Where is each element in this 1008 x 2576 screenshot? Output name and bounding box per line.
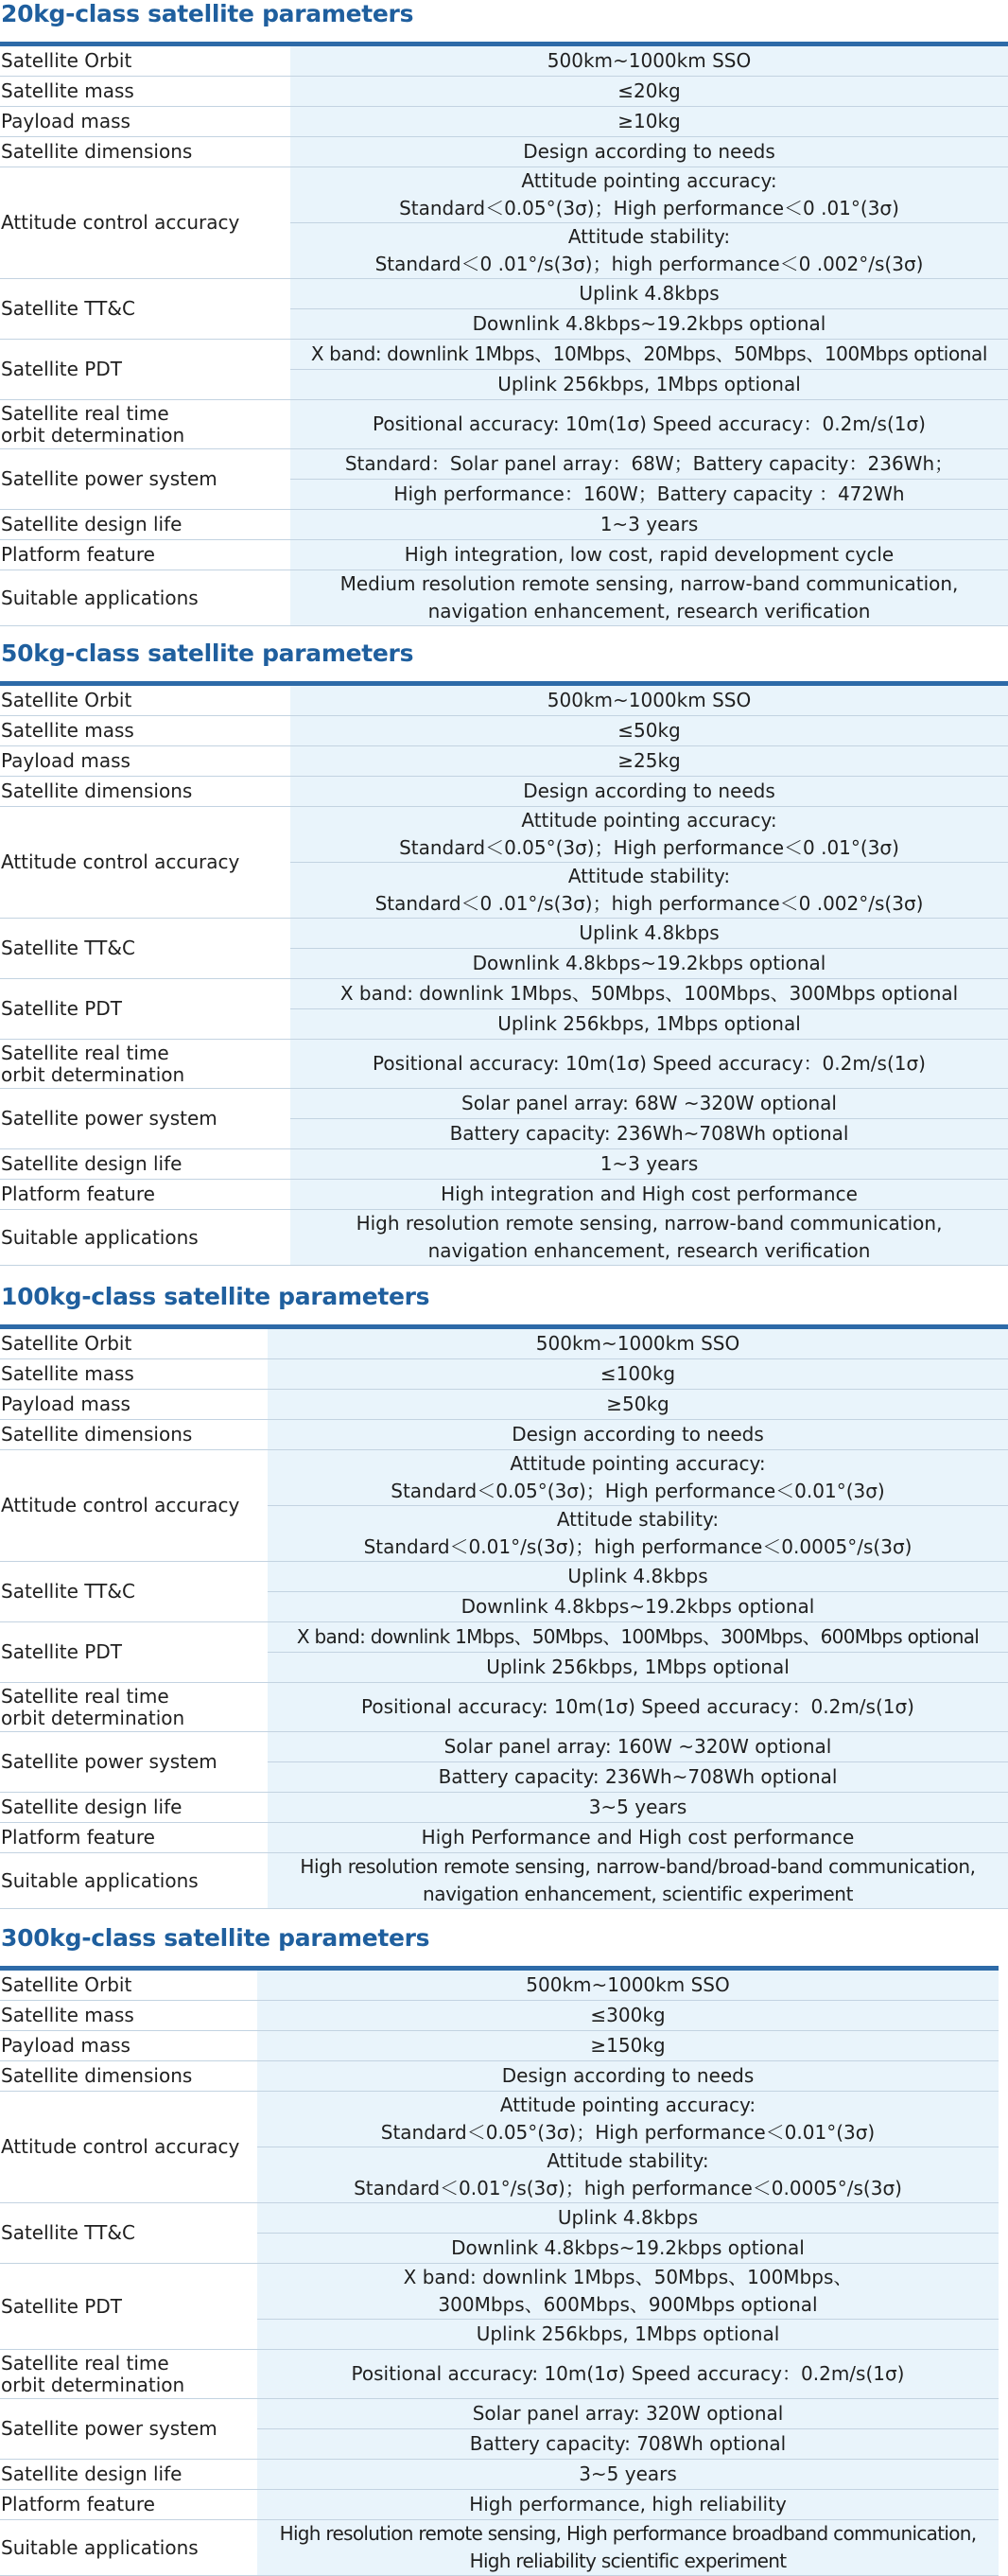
table-row xyxy=(0,77,1008,107)
param-value xyxy=(290,480,1008,510)
param-value-text: 500km~1000km SSO xyxy=(547,689,752,711)
params-table xyxy=(0,46,1008,626)
table-row xyxy=(0,2031,999,2061)
param-label xyxy=(0,979,290,1040)
param-value xyxy=(257,2350,999,2399)
table-row xyxy=(0,807,1008,863)
table-row xyxy=(0,979,1008,1009)
param-label-text: Payload mass xyxy=(1,749,130,772)
param-value xyxy=(290,863,1008,919)
param-label xyxy=(0,1853,268,1909)
param-value xyxy=(268,1420,1008,1450)
table-row xyxy=(0,340,1008,370)
table-row xyxy=(0,686,1008,716)
table-row xyxy=(0,716,1008,746)
param-value-text: Solar panel array: 68W ~320W optional xyxy=(461,1092,837,1114)
param-value xyxy=(257,2520,999,2576)
param-value-text: Attitude pointing accuracy: Standard＜0.05°(3σ)；High performance＜0 .01°(3σ) xyxy=(399,809,899,859)
param-value-text: Uplink 256kbps, 1Mbps optional xyxy=(497,373,801,395)
param-label-text: Satellite power system xyxy=(1,2417,217,2440)
param-value xyxy=(268,1359,1008,1390)
params-table xyxy=(0,686,1008,1266)
param-value xyxy=(290,510,1008,540)
param-label-text: Satellite TT&C xyxy=(1,937,135,959)
param-label xyxy=(0,2001,257,2031)
param-value xyxy=(290,167,1008,223)
table-row xyxy=(0,1390,1008,1420)
param-value-text: High resolution remote sensing, High performance broadband communication, High reliability scientific experiment xyxy=(279,2522,977,2572)
param-label xyxy=(0,1732,268,1793)
param-value-text: X band: downlink 1Mbps、10Mbps、20Mbps、50Mbps、100Mbps optional xyxy=(310,342,988,365)
param-value-text: ≤20kg xyxy=(617,79,681,102)
param-value-text: Attitude stability: Standard＜0 .01°/s(3σ)；high performance＜0 .002°/s(3σ) xyxy=(374,865,924,915)
param-value-text: 500km~1000km SSO xyxy=(535,1332,740,1355)
param-value xyxy=(268,1732,1008,1762)
param-value-text: High integration, low cost, rapid development cycle xyxy=(404,543,895,566)
param-value xyxy=(268,1653,1008,1683)
param-value xyxy=(290,309,1008,340)
table-row xyxy=(0,777,1008,807)
param-label-text: Satellite mass xyxy=(1,719,134,742)
param-value xyxy=(290,370,1008,400)
param-value xyxy=(257,2320,999,2350)
param-label-text: Satellite real time orbit determination xyxy=(1,1684,185,1729)
param-label-text: Satellite PDT xyxy=(1,997,122,1020)
param-value-text: Attitude stability: Standard＜0.01°/s(3σ)；high performance＜0.0005°/s(3σ) xyxy=(354,2149,902,2199)
param-label-text: Payload mass xyxy=(1,110,130,132)
param-value xyxy=(290,340,1008,370)
param-label xyxy=(0,777,290,807)
param-label-text: Satellite real time orbit determination xyxy=(1,1041,185,1086)
param-label-text: Satellite real time orbit determination xyxy=(1,2351,185,2396)
param-value-text: Uplink 4.8kbps xyxy=(557,2206,699,2229)
table-row xyxy=(0,510,1008,540)
table-row xyxy=(0,540,1008,570)
section-100kg xyxy=(0,1283,1008,1905)
param-value-text: 500km~1000km SSO xyxy=(547,49,752,72)
param-label-text: Attitude control accuracy xyxy=(1,1494,240,1516)
table-row xyxy=(0,167,1008,223)
param-value-text: 1~3 years xyxy=(600,1152,699,1175)
param-value-text: 3~5 years xyxy=(588,1796,687,1818)
table-row xyxy=(0,2264,999,2320)
param-value xyxy=(290,949,1008,979)
param-value-text: Downlink 4.8kbps~19.2kbps optional xyxy=(472,952,826,974)
param-label-text: Attitude control accuracy xyxy=(1,211,240,234)
param-value-text: Attitude stability: Standard＜0 .01°/s(3σ)；high performance＜0 .002°/s(3σ) xyxy=(374,225,924,275)
param-value xyxy=(290,46,1008,77)
param-label xyxy=(0,2520,257,2576)
param-value xyxy=(268,1793,1008,1823)
param-value xyxy=(257,2001,999,2031)
table-row xyxy=(0,1823,1008,1853)
table-row xyxy=(0,107,1008,137)
param-value xyxy=(257,2490,999,2520)
param-value xyxy=(290,570,1008,626)
param-value xyxy=(290,223,1008,279)
param-value xyxy=(290,716,1008,746)
param-label-text: Satellite dimensions xyxy=(1,2064,193,2087)
param-label-text: Suitable applications xyxy=(1,1225,199,1249)
param-label-text: Satellite power system xyxy=(1,1750,217,1773)
param-label xyxy=(0,1622,268,1683)
param-label xyxy=(0,1390,268,1420)
param-value-text: Uplink 256kbps, 1Mbps optional xyxy=(497,1012,801,1035)
param-value-text: High resolution remote sensing, narrow-band communication, navigation enhancement, research verification xyxy=(356,1212,943,1262)
param-label xyxy=(0,107,290,137)
table-row xyxy=(0,1359,1008,1390)
param-label xyxy=(0,46,290,77)
section-title: 300kg-class satellite parameters xyxy=(1,1924,430,1952)
param-value-text: Positional accuracy: 10m(1σ) Speed accuracy：0.2m/s(1σ) xyxy=(373,412,926,435)
param-value-text: X band: downlink 1Mbps、50Mbps、100Mbps、300Mbps optional xyxy=(339,982,959,1005)
param-value xyxy=(290,777,1008,807)
param-label xyxy=(0,1040,290,1089)
param-value xyxy=(290,449,1008,480)
table-row xyxy=(0,2203,999,2234)
param-label-text: Satellite mass xyxy=(1,1362,134,1385)
param-label xyxy=(0,716,290,746)
param-value xyxy=(290,1040,1008,1089)
param-value-text: Design according to needs xyxy=(501,2064,755,2087)
table-row xyxy=(0,2399,999,2429)
table-row xyxy=(0,1732,1008,1762)
param-value-text: High performance, high reliability xyxy=(469,2493,787,2515)
param-label xyxy=(0,1562,268,1622)
param-label-text: Attitude control accuracy xyxy=(1,2135,240,2158)
param-value-text: High integration and High cost performance xyxy=(441,1183,858,1205)
param-value xyxy=(268,1683,1008,1732)
param-value-text: High Performance and High cost performance xyxy=(421,1826,855,1849)
param-value-text: Downlink 4.8kbps~19.2kbps optional xyxy=(461,1595,815,1618)
param-label-text: Satellite PDT xyxy=(1,358,122,380)
param-label-text: Platform feature xyxy=(1,543,155,566)
param-value-text: Positional accuracy: 10m(1σ) Speed accuracy：0.2m/s(1σ) xyxy=(351,2362,905,2385)
table-row xyxy=(0,2001,999,2031)
param-value-text: Design according to needs xyxy=(523,140,775,163)
param-value xyxy=(268,1762,1008,1793)
table-row xyxy=(0,1562,1008,1592)
param-value-text: Attitude pointing accuracy: Standard＜0.05°(3σ)；High performance＜0.01°(3σ) xyxy=(380,2094,876,2144)
param-value xyxy=(268,1562,1008,1592)
table-row xyxy=(0,279,1008,309)
param-label xyxy=(0,1089,290,1149)
param-label-text: Attitude control accuracy xyxy=(1,850,240,873)
param-label-text: Satellite mass xyxy=(1,79,134,102)
param-label-text: Satellite power system xyxy=(1,467,217,490)
param-label xyxy=(0,340,290,400)
param-value xyxy=(257,2147,999,2203)
param-value xyxy=(257,1971,999,2001)
param-value-text: Solar panel array: 160W ~320W optional xyxy=(443,1735,832,1758)
param-value xyxy=(290,400,1008,449)
param-label xyxy=(0,137,290,167)
param-value xyxy=(290,137,1008,167)
table-row xyxy=(0,1853,1008,1909)
param-value-text: Downlink 4.8kbps~19.2kbps optional xyxy=(451,2236,805,2259)
param-label xyxy=(0,2264,257,2350)
table-row xyxy=(0,1793,1008,1823)
param-label xyxy=(0,2203,257,2264)
param-label-text: Satellite design life xyxy=(1,1796,182,1818)
param-label-text: Platform feature xyxy=(1,1826,155,1849)
param-value xyxy=(257,2234,999,2264)
param-value-text: 1~3 years xyxy=(600,513,699,535)
param-value xyxy=(290,107,1008,137)
table-row xyxy=(0,2460,999,2490)
table-row xyxy=(0,1210,1008,1266)
param-label xyxy=(0,2350,257,2399)
table-row xyxy=(0,746,1008,777)
param-label-text: Satellite TT&C xyxy=(1,297,135,320)
param-label-text: Satellite Orbit xyxy=(1,49,132,72)
param-label-text: Satellite dimensions xyxy=(1,780,193,802)
table-row xyxy=(0,2520,999,2576)
param-value-text: Standard：Solar panel array：68W；Battery capacity：236Wh； xyxy=(344,452,954,475)
param-value-text: Downlink 4.8kbps~19.2kbps optional xyxy=(472,312,826,335)
param-label-text: Suitable applications xyxy=(1,1868,199,1892)
param-value-text: X band: downlink 1Mbps、50Mbps、100Mbps、300Mbps、600Mbps optional xyxy=(296,1625,980,1648)
param-label xyxy=(0,1210,290,1266)
param-label-text: Satellite Orbit xyxy=(1,1332,132,1355)
param-label xyxy=(0,1359,268,1390)
param-value xyxy=(257,2264,999,2320)
param-label-text: Satellite TT&C xyxy=(1,1580,135,1603)
param-value xyxy=(290,1149,1008,1180)
param-label-text: Platform feature xyxy=(1,1183,155,1205)
table-row xyxy=(0,919,1008,949)
param-value-text: Uplink 256kbps, 1Mbps optional xyxy=(476,2322,780,2345)
param-value xyxy=(290,1210,1008,1266)
table-row xyxy=(0,1450,1008,1506)
section-20kg xyxy=(0,0,1008,622)
param-label xyxy=(0,1450,268,1562)
param-value-text: 500km~1000km SSO xyxy=(526,1973,730,1996)
param-value xyxy=(290,1180,1008,1210)
param-label-text: Satellite power system xyxy=(1,1107,217,1130)
table-row xyxy=(0,1040,1008,1089)
table-row xyxy=(0,400,1008,449)
table-row xyxy=(0,1971,999,2001)
param-label xyxy=(0,1823,268,1853)
param-value-text: Battery capacity: 708Wh optional xyxy=(469,2432,787,2455)
param-label xyxy=(0,2061,257,2092)
param-label xyxy=(0,746,290,777)
param-label-text: Payload mass xyxy=(1,2034,130,2057)
table-row xyxy=(0,449,1008,480)
table-row xyxy=(0,1329,1008,1359)
param-label-text: Satellite Orbit xyxy=(1,689,132,711)
table-row xyxy=(0,2350,999,2399)
table-row xyxy=(0,137,1008,167)
param-value xyxy=(268,1329,1008,1359)
param-label xyxy=(0,807,290,919)
param-value xyxy=(290,746,1008,777)
param-value xyxy=(268,1506,1008,1562)
param-value-text: ≥10kg xyxy=(617,110,681,132)
param-value-text: Positional accuracy: 10m(1σ) Speed accuracy：0.2m/s(1σ) xyxy=(361,1695,914,1718)
section-title: 50kg-class satellite parameters xyxy=(1,640,414,667)
param-value-text: ≤100kg xyxy=(600,1362,676,1385)
table-row xyxy=(0,2490,999,2520)
section-300kg xyxy=(0,1924,1008,2572)
param-value-text: Attitude stability: Standard＜0.01°/s(3σ)；high performance＜0.0005°/s(3σ) xyxy=(363,1508,912,1558)
param-value xyxy=(290,1089,1008,1119)
param-label xyxy=(0,167,290,279)
param-value-text: ≤50kg xyxy=(617,719,681,742)
section-50kg xyxy=(0,640,1008,1262)
param-value xyxy=(257,2092,999,2147)
param-value xyxy=(268,1823,1008,1853)
param-label xyxy=(0,1793,268,1823)
param-label-text: Satellite PDT xyxy=(1,1640,122,1663)
param-label xyxy=(0,1420,268,1450)
param-value-text: High resolution remote sensing, narrow-band/broad-band communication, navigation enhancement, scientific experiment xyxy=(300,1855,976,1905)
param-label-text: Satellite real time orbit determination xyxy=(1,401,185,447)
param-label xyxy=(0,2460,257,2490)
param-label xyxy=(0,400,290,449)
param-value xyxy=(257,2061,999,2092)
param-value xyxy=(290,1009,1008,1040)
table-row xyxy=(0,2061,999,2092)
param-label xyxy=(0,279,290,340)
param-label xyxy=(0,2031,257,2061)
param-value xyxy=(290,807,1008,863)
param-value-text: ≥150kg xyxy=(590,2034,666,2057)
param-label-text: Suitable applications xyxy=(1,586,199,609)
param-label xyxy=(0,2092,257,2203)
param-value xyxy=(268,1592,1008,1622)
param-value-text: Uplink 4.8kbps xyxy=(579,921,720,944)
section-title: 20kg-class satellite parameters xyxy=(1,0,414,27)
param-value xyxy=(257,2203,999,2234)
param-label xyxy=(0,510,290,540)
param-label-text: Satellite design life xyxy=(1,1152,182,1175)
param-label-text: Suitable applications xyxy=(1,2535,199,2559)
table-row xyxy=(0,1622,1008,1653)
param-value-text: Attitude pointing accuracy: Standard＜0.05°(3σ)；High performance＜0.01°(3σ) xyxy=(391,1452,885,1502)
table-row xyxy=(0,46,1008,77)
param-value xyxy=(257,2429,999,2460)
param-label xyxy=(0,77,290,107)
param-label xyxy=(0,449,290,510)
param-value-text: Battery capacity: 236Wh~708Wh optional xyxy=(449,1122,849,1145)
param-value xyxy=(290,979,1008,1009)
param-label-text: Satellite Orbit xyxy=(1,1973,132,1996)
section-title: 100kg-class satellite parameters xyxy=(1,1283,430,1310)
param-label-text: Payload mass xyxy=(1,1393,130,1415)
param-value xyxy=(257,2031,999,2061)
param-label-text: Satellite dimensions xyxy=(1,1423,193,1446)
param-label-text: Satellite PDT xyxy=(1,2294,122,2318)
param-value xyxy=(268,1450,1008,1506)
param-value-text: Positional accuracy: 10m(1σ) Speed accuracy：0.2m/s(1σ) xyxy=(373,1052,926,1075)
param-label xyxy=(0,1971,257,2001)
params-table xyxy=(0,1329,1008,1909)
param-value xyxy=(290,77,1008,107)
param-label xyxy=(0,1329,268,1359)
param-value-text: X band: downlink 1Mbps、50Mbps、100Mbps、 300Mbps、600Mbps、900Mbps optional xyxy=(403,2266,853,2316)
param-label xyxy=(0,2490,257,2520)
param-value xyxy=(268,1853,1008,1909)
param-value xyxy=(257,2460,999,2490)
param-value-text: Design according to needs xyxy=(512,1423,764,1446)
param-value-text: ≥50kg xyxy=(606,1393,669,1415)
param-label-text: Satellite dimensions xyxy=(1,140,193,163)
param-value xyxy=(268,1622,1008,1653)
param-value-text: Uplink 4.8kbps xyxy=(579,282,720,305)
param-value-text: 3~5 years xyxy=(579,2462,677,2485)
table-row xyxy=(0,2092,999,2147)
param-label-text: Platform feature xyxy=(1,2493,155,2515)
param-value-text: Design according to needs xyxy=(523,780,775,802)
param-value xyxy=(257,2399,999,2429)
param-value-text: High performance：160W；Battery capacity ：472Wh xyxy=(393,482,905,505)
param-label-text: Satellite design life xyxy=(1,2462,182,2485)
table-row xyxy=(0,1683,1008,1732)
param-value-text: ≤300kg xyxy=(590,2004,666,2026)
param-value-text: Uplink 256kbps, 1Mbps optional xyxy=(486,1656,790,1678)
params-table xyxy=(0,1971,999,2576)
param-label xyxy=(0,1149,290,1180)
param-value-text: Uplink 4.8kbps xyxy=(567,1565,708,1587)
table-row xyxy=(0,570,1008,626)
param-value xyxy=(290,686,1008,716)
param-label xyxy=(0,540,290,570)
param-label-text: Satellite TT&C xyxy=(1,2221,135,2244)
table-row xyxy=(0,1149,1008,1180)
table-row xyxy=(0,1180,1008,1210)
param-label-text: Satellite design life xyxy=(1,513,182,535)
param-value-text: Battery capacity: 236Wh~708Wh optional xyxy=(438,1765,838,1788)
param-value xyxy=(290,540,1008,570)
param-value xyxy=(290,279,1008,309)
param-value-text: Attitude pointing accuracy: Standard＜0.05°(3σ)；High performance＜0 .01°(3σ) xyxy=(399,169,899,219)
param-value-text: Solar panel array: 320W optional xyxy=(472,2402,784,2425)
param-label xyxy=(0,2399,257,2460)
param-label xyxy=(0,919,290,979)
param-value xyxy=(290,919,1008,949)
param-label xyxy=(0,686,290,716)
param-label xyxy=(0,1683,268,1732)
param-label-text: Satellite mass xyxy=(1,2004,134,2026)
param-value-text: Medium resolution remote sensing, narrow-band communication, navigation enhancement, research verification xyxy=(339,572,959,622)
param-value xyxy=(268,1390,1008,1420)
param-value xyxy=(290,1119,1008,1149)
table-row xyxy=(0,1420,1008,1450)
param-label xyxy=(0,1180,290,1210)
table-row xyxy=(0,1089,1008,1119)
param-value-text: ≥25kg xyxy=(617,749,681,772)
param-label xyxy=(0,570,290,626)
